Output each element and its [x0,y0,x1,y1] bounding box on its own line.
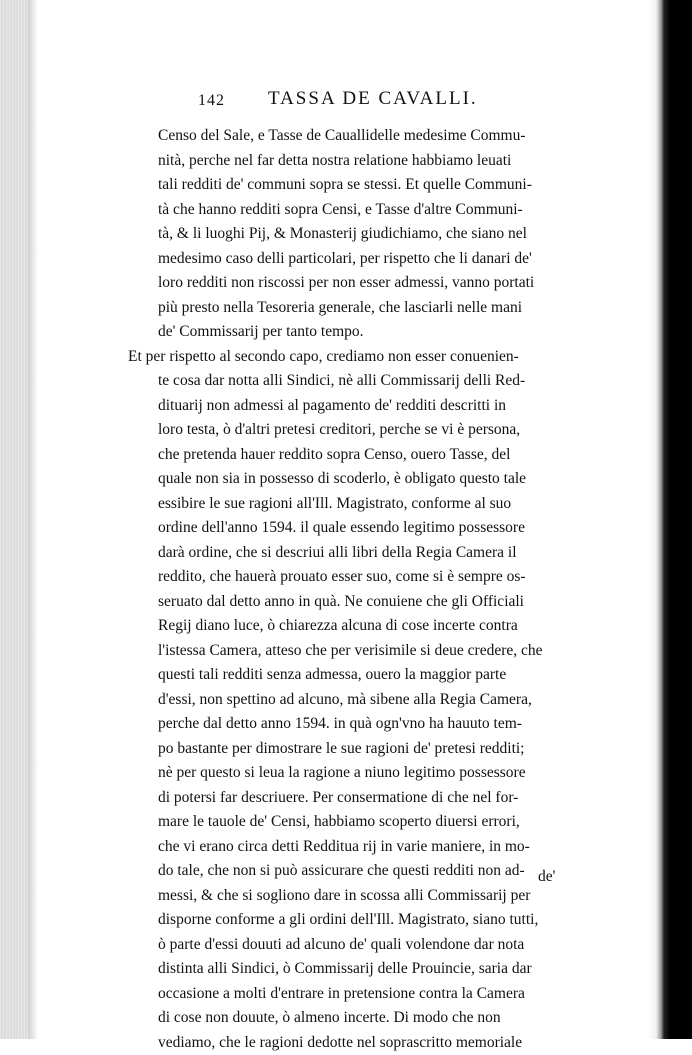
gutter-shadow [28,0,38,1039]
text-line: po bastante per dimostrare le sue ragioni de' pretesi redditi; [158,737,608,762]
text-line: do tale, che non si può assicurare che questi redditi non ad- [158,859,608,884]
text-line: questi tali redditi senza admessa, ouero la maggior parte [158,663,608,688]
text-line: Regij diano luce, ò chiarezza alcuna di cose incerte contra [158,614,608,639]
running-title: TASSA DE CAVALLI. [268,88,478,110]
text-line: mare le tauole de' Censi, habbiamo scoperto diuersi errori, [158,810,608,835]
text-line: tà, & li luoghi Pij, & Monasterij giudichiamo, che siano nel [158,222,608,247]
text-line: l'istessa Camera, atteso che per verisimile si deue credere, che [158,639,608,664]
text-line: di cose non douute, ò almeno incerte. Di modo che non [158,1006,608,1031]
text-line: perche dal detto anno 1594. in quà ogn'vno ha hauuto tem- [158,712,608,737]
text-line: quale non sia in possesso di scoderlo, è obligato questo tale [158,467,608,492]
catchword: de' [538,868,555,886]
body-text [158,124,608,1055]
text-line: seruato dal detto anno in quà. Ne conuiene che gli Officiali [158,590,608,615]
text-line: occasione a molti d'entrare in pretensione contra la Camera [158,982,608,1007]
book-page [38,0,648,1039]
text-line: dituarij non admessi al pagamento de' redditi descritti in [158,394,608,419]
text-line: ò parte d'essi douuti ad alcuno de' quali volendone dar nota [158,933,608,958]
text-line: tali redditi de' communi sopra se stessi. Et quelle Communi- [158,173,608,198]
text-line: più presto nella Tesoreria generale, che lasciarli nelle mani [158,296,608,321]
text-line: darà ordine, che si descriui alli libri della Regia Camera il [158,541,608,566]
text-line: reddito, che hauerà prouato esser suo, come si è sempre os- [158,565,608,590]
text-line: medesimo caso delli particolari, per rispetto che li danari de' [158,247,608,272]
text-line: d'essi, non spettino ad alcuno, mà sibene alla Regia Camera, [158,688,608,713]
text-line: Et per rispetto al secondo capo, crediamo non esser conuenien- [128,345,608,370]
text-line: di potersi far descriuere. Per consermatione di che nel for- [158,786,608,811]
page-number: 142 [198,92,225,110]
book-edge-right [648,0,692,1039]
text-line: ordine dell'anno 1594. il quale essendo legitimo possessore [158,516,608,541]
text-line: te cosa dar notta alli Sindici, nè alli Commissarij delli Red- [158,369,608,394]
text-line: messi, & che si sogliono dare in scossa alli Commissarij per [158,884,608,909]
running-head [198,88,618,118]
text-line: nità, perche nel far detta nostra relatione habbiamo leuati [158,149,608,174]
text-line: essibire le sue ragioni all'Ill. Magistrato, conforme al suo [158,492,608,517]
text-line: Censo del Sale, e Tasse de Cauallidelle medesime Commu- [158,124,608,149]
text-line: distinta alli Sindici, ò Commissarij delle Prouincie, saria dar [158,957,608,982]
text-line: tà che hanno redditi sopra Censi, e Tasse d'altre Communi- [158,198,608,223]
text-line: nè per questo si leua la ragione a niuno legitimo possessore [158,761,608,786]
text-line: loro redditi non riscossi per non esser admessi, vanno portati [158,271,608,296]
text-line: che vi erano circa detti Redditua rij in varie maniere, in mo- [158,835,608,860]
text-line: vediamo, che le ragioni dedotte nel soprascritto memoriale [158,1031,608,1055]
text-line: che pretenda hauer reddito sopra Censo, ouero Tasse, del [158,443,608,468]
text-line: de' Commissarij per tanto tempo. [158,320,608,345]
text-line: disporne conforme a gli ordini dell'Ill. Magistrato, siano tutti, [158,908,608,933]
text-line: loro testa, ò d'altri pretesi creditori, perche se vi è persona, [158,418,608,443]
book-gutter-left [0,0,28,1039]
